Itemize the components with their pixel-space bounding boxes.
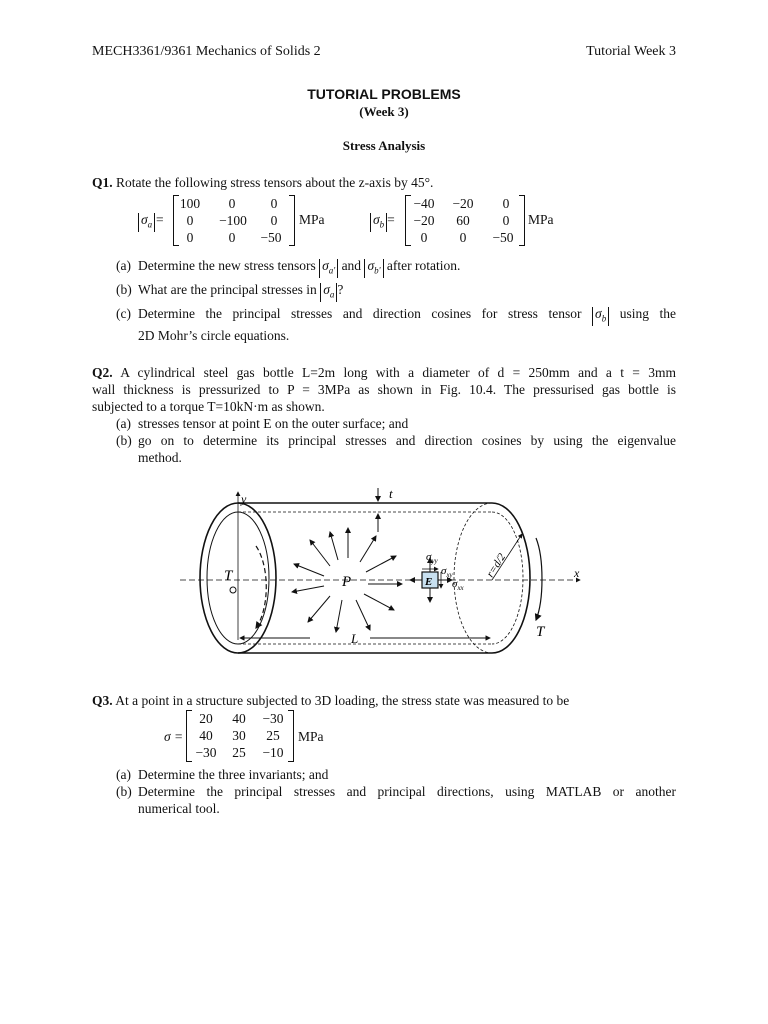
- q2-part-a-marker: (a): [116, 416, 131, 431]
- label-t: t: [389, 486, 393, 501]
- q1-text: Rotate the following stress tensors about the z-axis by 45°.: [116, 175, 434, 190]
- label-y: y: [241, 492, 247, 506]
- label-x: x: [574, 566, 580, 580]
- q3-statement: Q3. At a point in a structure subjected to 3D loading, the stress state was measured to be: [92, 693, 570, 708]
- label-T-right: T: [536, 624, 545, 640]
- matrix-b-unit: MPa: [528, 212, 554, 227]
- matrix-a-unit: MPa: [299, 212, 325, 227]
- q3-matrix-unit: MPa: [298, 729, 324, 744]
- q1-part-a: Determine the new stress tensors $\sigma_{a'}$ and $\sigma_{b'}$ after rotation.: [138, 258, 461, 276]
- q2-part-b-marker: (b): [116, 433, 132, 448]
- label-E: E: [425, 576, 433, 588]
- week-header: Tutorial Week 3: [586, 44, 676, 59]
- q2-part-b-line2: method.: [138, 450, 182, 465]
- q1-statement: [92, 174, 433, 191]
- label-sigma-yy: $\sigma_{yy}$: [426, 551, 438, 565]
- q1-part-c-line2: 2D Mohr’s circle equations.: [138, 328, 290, 343]
- q2-line1: Q2. A cylindrical steel gas bottle L=2m long with a diameter of d = 250mm and a t = 3mm: [92, 365, 676, 380]
- q3-part-b-line2: numerical tool.: [138, 801, 220, 816]
- q3-matrix: 20 40 −30 40 30 25 −30 25 −10: [186, 710, 294, 762]
- q2-part-a: stresses tensor at point E on the outer surface; and: [138, 416, 409, 431]
- q2-part-b-line1: go on to determine its principal stresses and direction cosines by using the eigenvalue: [138, 433, 676, 448]
- sigma-b-symbol: $\sigma_b$ =: [370, 212, 395, 232]
- q1-part-b-marker: (b): [116, 282, 132, 297]
- q1-part-a-marker: (a): [116, 258, 131, 273]
- q3-part-b-marker: (b): [116, 784, 132, 799]
- q1-part-c: Determine the principal stresses and direction cosines for stress tensor $\sigma_b$ using the: [138, 306, 677, 324]
- pressurized-cylinder-figure: [170, 480, 610, 665]
- page-subtitle: (Week 3): [359, 104, 409, 119]
- q2-line3: subjected to a torque T=10kN·m as shown.: [92, 399, 325, 414]
- q1-label: Q1.: [92, 175, 113, 190]
- label-T-left: T: [224, 568, 233, 584]
- section-title: Stress Analysis: [342, 138, 426, 153]
- label-L: L: [351, 631, 359, 646]
- matrix-a: 100 0 0 0 −100 0 0 0 −50: [173, 195, 295, 246]
- label-sigma-xx: $\sigma_{xx}$: [452, 578, 464, 592]
- q3-part-b-line1: Determine the principal stresses and principal directions, using MATLAB or another: [138, 784, 676, 799]
- page-title: TUTORIAL PROBLEMS: [307, 86, 461, 102]
- q1-part-b: What are the principal stresses in $\sigma_a$ ?: [138, 282, 344, 300]
- label-sigma-xy: $\sigma_{xy}$: [441, 565, 453, 579]
- label-P: P: [342, 574, 352, 590]
- q3-part-a-marker: (a): [116, 767, 131, 782]
- sigma-a-symbol: $\sigma_a$ =: [138, 212, 164, 232]
- q1-part-c-marker: (c): [116, 306, 131, 321]
- matrix-b: −40 −20 0 −20 60 0 0 0 −50: [405, 195, 525, 246]
- q2-line2: wall thickness is pressurized to P = 3MPa as shown in Fig. 10.4. The pressurised gas bottle is: [92, 382, 676, 397]
- course-header: MECH3361/9361 Mechanics of Solids 2: [92, 44, 321, 59]
- torque-left-arrow: [256, 546, 266, 628]
- label-radius: r=d/2: [484, 551, 509, 580]
- q3-sigma-symbol: σ =: [164, 729, 184, 744]
- torque-right-arrow: [536, 538, 542, 620]
- q3-part-a: Determine the three invariants; and: [138, 767, 329, 782]
